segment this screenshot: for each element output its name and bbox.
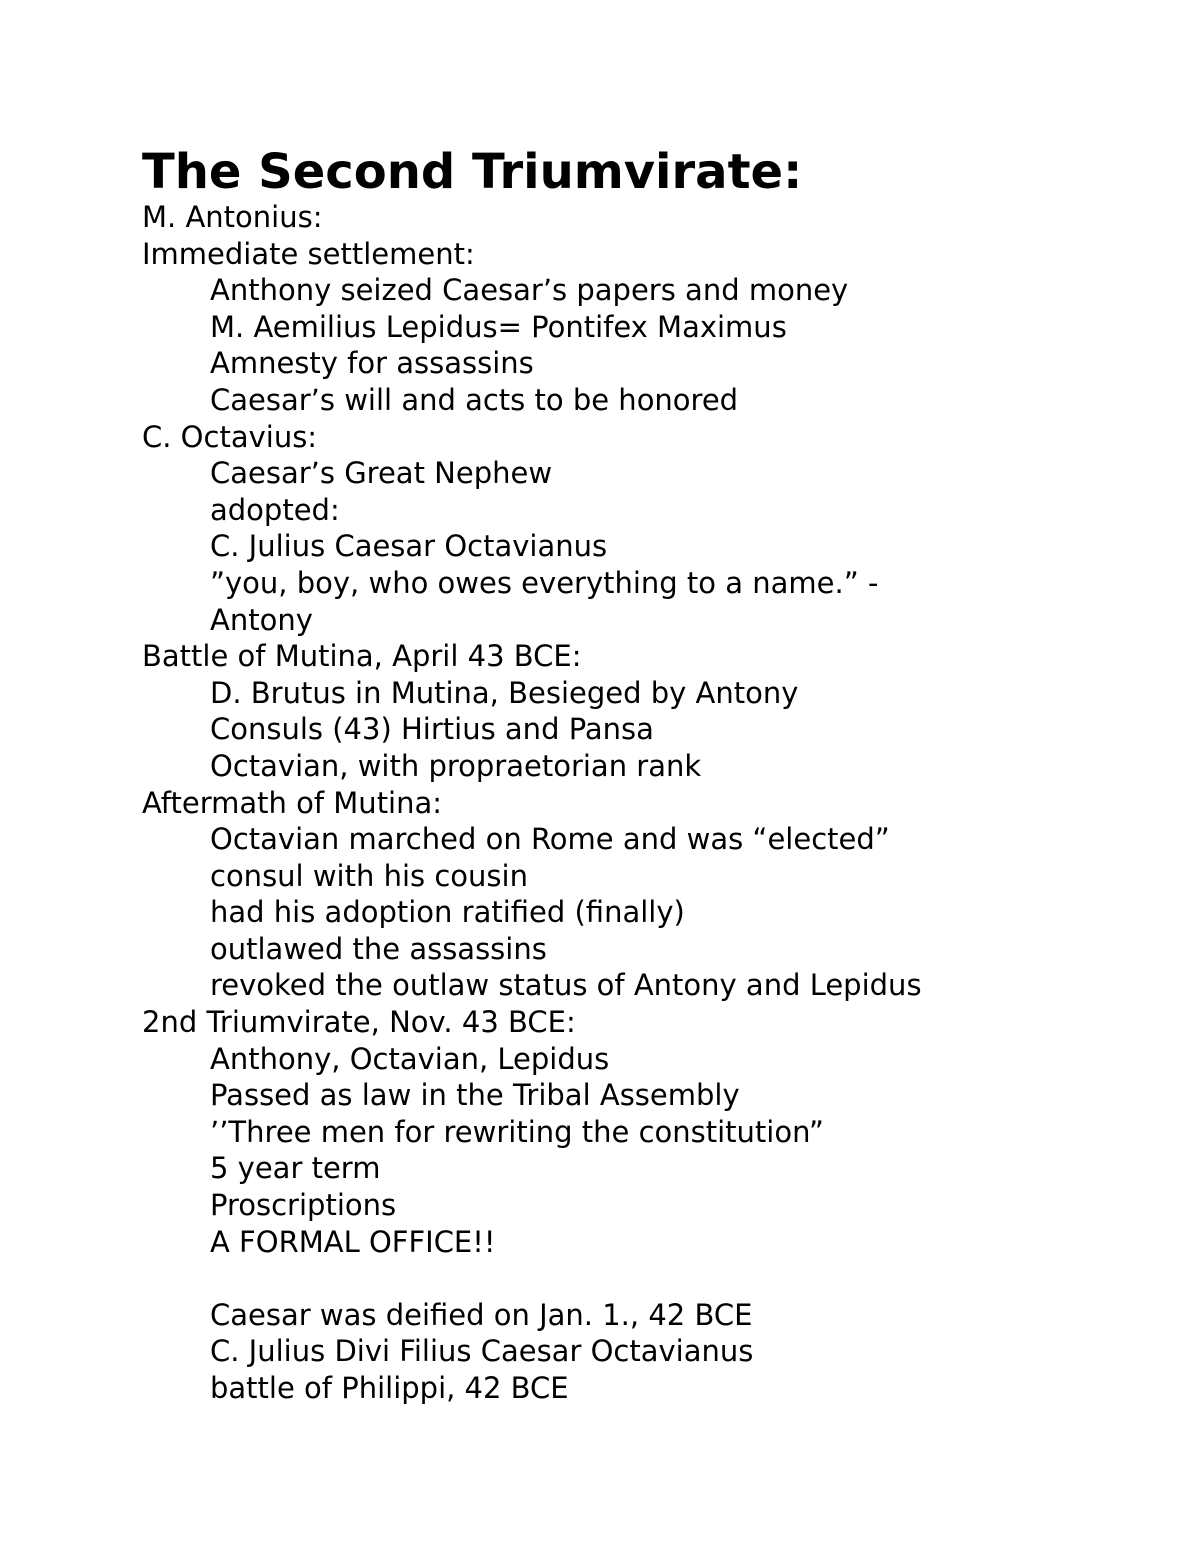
section-heading: Battle of Mutina, April 43 BCE: [142, 639, 582, 674]
note-line: ”you, boy, who owes everything to a name.” - [210, 565, 879, 600]
note-line: C. Julius Caesar Octavianus [210, 529, 608, 564]
note-line: 5 year term [210, 1151, 381, 1186]
note-line: Passed as law in the Tribal Assembly [210, 1078, 740, 1113]
note-line: A FORMAL OFFICE!! [210, 1224, 496, 1259]
section-heading: C. Octavius: [142, 419, 318, 454]
note-line: Caesar was deified on Jan. 1., 42 BCE [210, 1297, 753, 1332]
note-line: outlawed the assassins [210, 931, 547, 966]
note-line: revoked the outlaw status of Antony and Lepidus [210, 968, 922, 1003]
note-line: Octavian, with propraetorian rank [210, 748, 702, 783]
note-line: Caesar’s will and acts to be honored [210, 382, 739, 417]
document-body [142, 199, 1142, 1407]
note-line: D. Brutus in Mutina, Besieged by Antony [210, 675, 799, 710]
section-heading: M. Antonius: [142, 200, 323, 234]
section-heading: 2nd Triumvirate, Nov. 43 BCE: [142, 1005, 576, 1040]
note-line: consul with his cousin [210, 858, 528, 893]
section-heading: Aftermath of Mutina: [142, 785, 443, 820]
note-line: ’’Three men for rewriting the constitution” [210, 1114, 824, 1149]
note-line: Octavian marched on Rome and was “elected” [210, 822, 890, 857]
blank-line [142, 1260, 1142, 1297]
note-line: Consuls (43) Hirtius and Pansa [210, 712, 654, 747]
note-line: Anthony seized Caesar’s papers and money [210, 273, 849, 308]
note-line: Caesar’s Great Nephew [210, 456, 553, 491]
note-line: battle of Philippi, 42 BCE [210, 1371, 569, 1405]
note-line: had his adoption ratified (finally) [210, 895, 685, 930]
note-line: Proscriptions [210, 1188, 397, 1223]
note-line: Amnesty for assassins [210, 346, 534, 381]
document-title: The Second Triumvirate: [142, 144, 803, 200]
note-line: M. Aemilius Lepidus= Pontifex Maximus [210, 309, 787, 344]
note-line: adopted: [210, 492, 340, 527]
section-heading: Immediate settlement: [142, 236, 475, 271]
note-line: Anthony, Octavian, Lepidus [210, 1041, 610, 1076]
note-line: C. Julius Divi Filius Caesar Octavianus [210, 1334, 754, 1369]
note-line: Antony [210, 602, 313, 637]
